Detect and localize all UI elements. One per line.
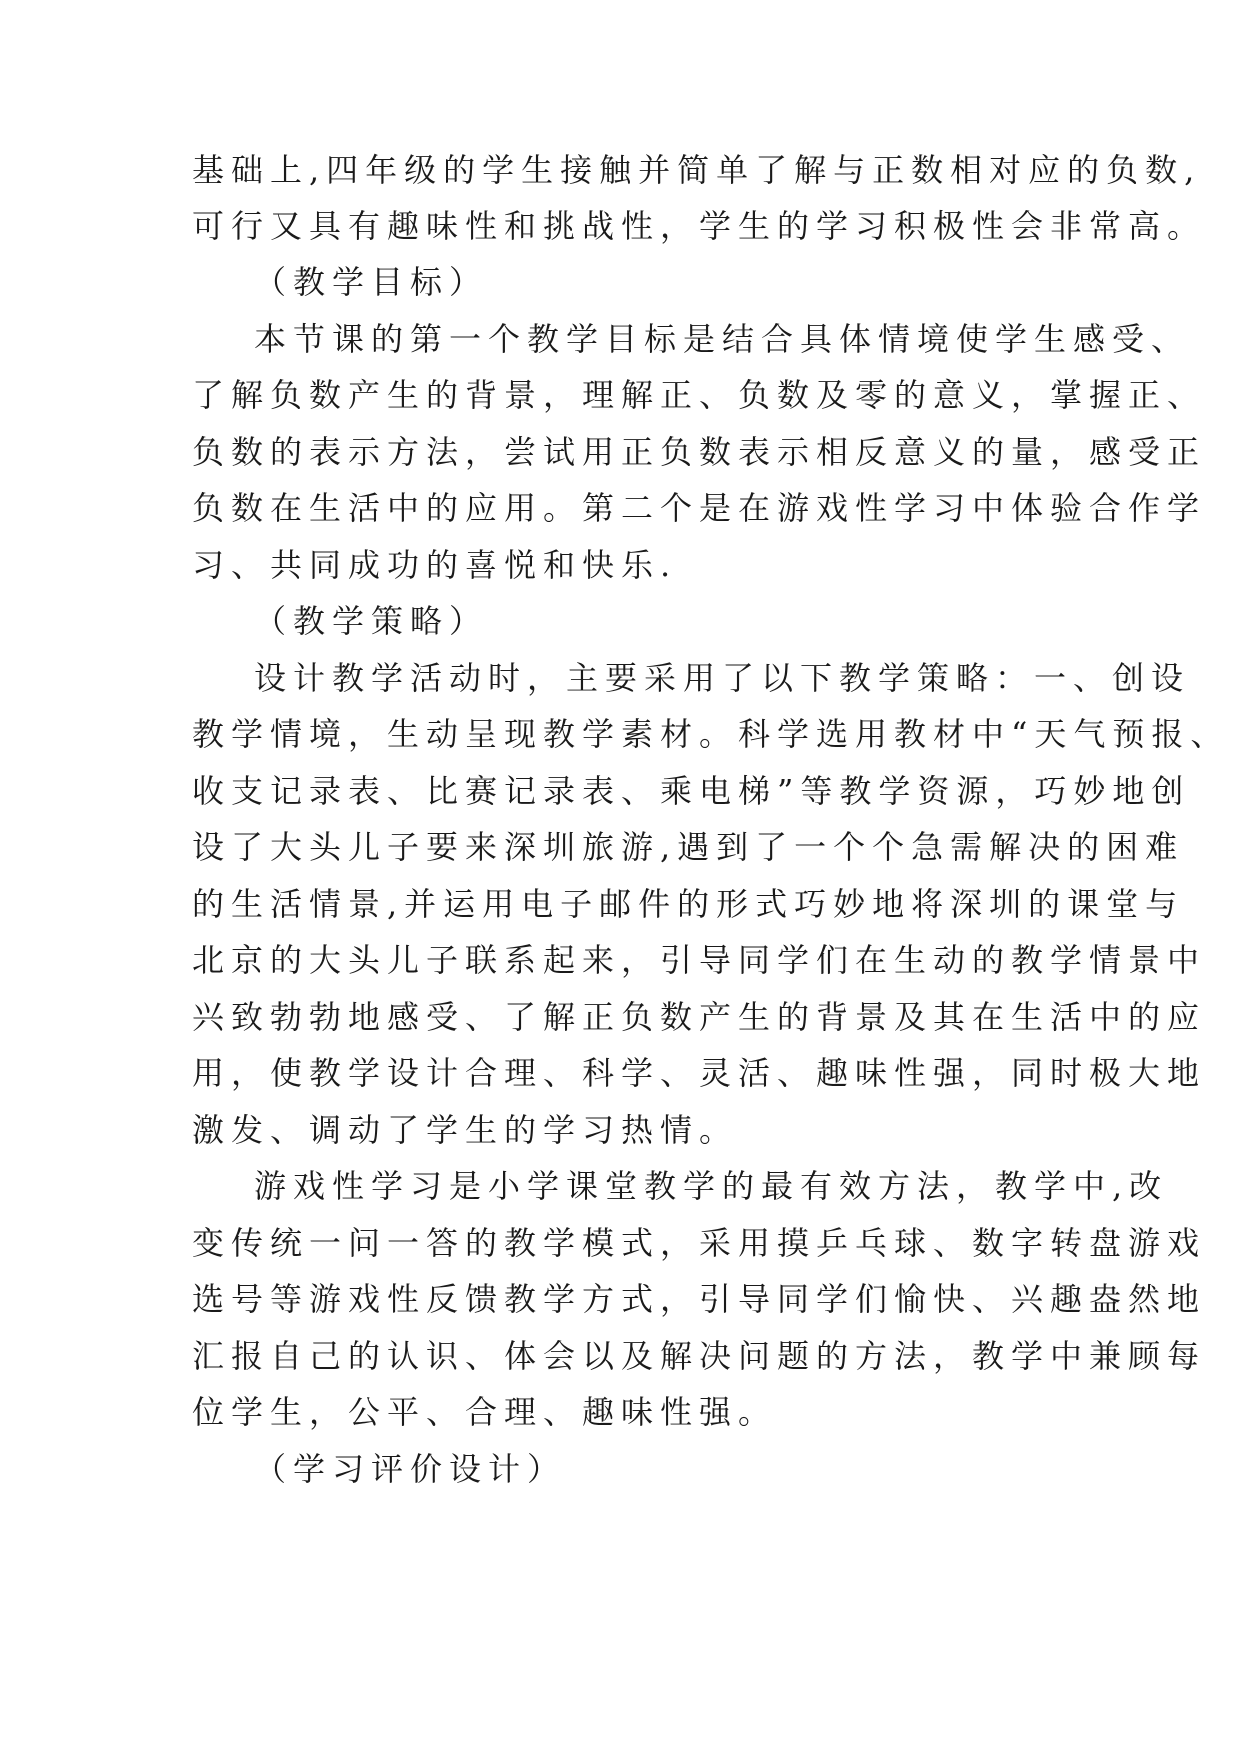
paragraph-line: 基础上,四年级的学生接触并简单了解与正数相对应的负数,	[192, 151, 1202, 189]
paragraph-line: 本节课的第一个教学目标是结合具体情境使学生感受、	[254, 320, 1191, 358]
paragraph-line: 兴致勃勃地感受、了解正负数产生的背景及其在生活中的应	[192, 998, 1207, 1036]
paragraph-line: 设了大头儿子要来深圳旅游,遇到了一个个急需解决的困难	[192, 828, 1185, 866]
paragraph-line: 变传统一问一答的教学模式，采用摸乒乓球、数字转盘游戏	[192, 1224, 1207, 1262]
paragraph-line: 北京的大头儿子联系起来，引导同学们在生动的教学情景中	[192, 941, 1207, 979]
paragraph-line: 教学情境，生动呈现教学素材。科学选用教材中“天气预报、	[192, 715, 1230, 753]
paragraph-line: 选号等游戏性反馈教学方式，引导同学们愉快、兴趣盎然地	[192, 1280, 1207, 1318]
paragraph-line: 位学生，公平、合理、趣味性强。	[192, 1393, 778, 1431]
section-heading-learning-evaluation: （学习评价设计）	[254, 1450, 567, 1488]
paragraph-line: 习、共同成功的喜悦和快乐.	[192, 546, 678, 584]
paragraph-line: 设计教学活动时，主要采用了以下教学策略：一、创设	[254, 659, 1191, 697]
paragraph-line: 用，使教学设计合理、科学、灵活、趣味性强，同时极大地	[192, 1054, 1207, 1092]
section-heading-teaching-strategy: （教学策略）	[254, 602, 489, 640]
paragraph-line: 负数在生活中的应用。第二个是在游戏性学习中体验合作学	[192, 489, 1207, 527]
paragraph-line: 了解负数产生的背景，理解正、负数及零的意义，掌握正、	[192, 376, 1207, 414]
section-heading-teaching-goals: （教学目标）	[254, 263, 489, 301]
paragraph-line: 收支记录表、比赛记录表、乘电梯”等教学资源，巧妙地创	[192, 772, 1191, 810]
paragraph-line: 的生活情景,并运用电子邮件的形式巧妙地将深圳的课堂与	[192, 885, 1185, 923]
paragraph-line: 激发、调动了学生的学习热情。	[192, 1111, 739, 1149]
paragraph-line: 游戏性学习是小学课堂教学的最有效方法，教学中,改	[254, 1167, 1169, 1205]
paragraph-line: 可行又具有趣味性和挑战性，学生的学习积极性会非常高。	[192, 207, 1207, 245]
paragraph-line: 汇报自己的认识、体会以及解决问题的方法，教学中兼顾每	[192, 1337, 1207, 1375]
paragraph-line: 负数的表示方法，尝试用正负数表示相反意义的量，感受正	[192, 433, 1207, 471]
